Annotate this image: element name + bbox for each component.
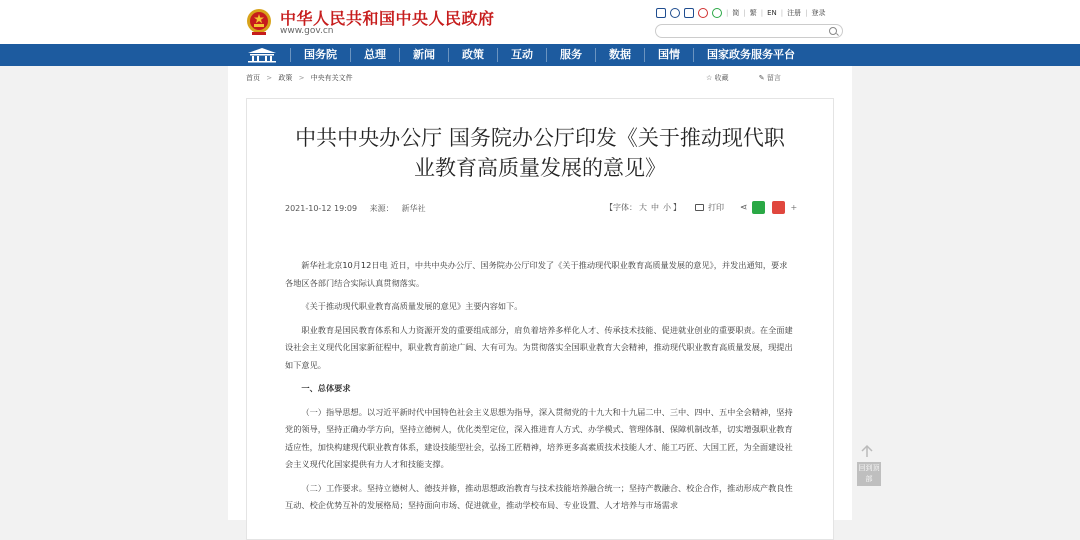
home-building-icon[interactable] [244,47,280,63]
section-heading: 一、总体要求 [301,383,351,393]
link-traditional[interactable]: 繁 [749,9,757,17]
nav-item-national-info[interactable]: 国情 [644,48,693,62]
link-register[interactable]: 注册 [787,9,802,17]
site-title[interactable]: 中华人民共和国中央人民政府 [280,9,495,28]
search-icon[interactable] [829,27,837,35]
article-meta [285,203,426,214]
article-actions [605,201,797,214]
article-card [246,98,834,540]
mobile-icon[interactable] [684,8,694,18]
nav-item-service[interactable]: 服务 [546,48,595,62]
font-size-label: 【字体： [605,203,637,212]
mail-icon[interactable] [656,8,666,18]
breadcrumb-chevron-icon: > [298,74,305,82]
font-size-medium[interactable]: 中 [651,203,659,212]
wechat-icon[interactable] [712,8,722,18]
more-share-icon[interactable]: + [790,203,798,212]
paragraph: （一）指导思想。以习近平新时代中国特色社会主义思想为指导，深入贯彻党的十九大和十九届二中、三中、四中、五中全会精神，坚持党的领导，坚持正确办学方向，坚持立德树人，优化类型定位，深入推进育人方式、办学模式、管理体制、保障机制改革，切实增强职业教育适应性，加快构建现代职业教育体系，建设技能型社会，弘扬工匠精神，培养更多高素质技术技能人才、能工巧匠、大国工匠，为全面建设社会主义现代化国家提供有力人才和技能支撑。 [285,406,793,469]
paragraph: 职业教育是国民教育体系和人力资源开发的重要组成部分，肩负着培养多样化人才、传承技术技能、促进就业创业的重要职责。在全面建设社会主义现代化国家新征程中，职业教育前途广阔、大有可为。为贯彻落实全国职业教育大会精神，推动现代职业教育高质量发展，现提出如下意见。 [285,324,793,370]
nav-item-interaction[interactable]: 互动 [497,48,546,62]
article-body [285,257,795,521]
breadcrumb-central-documents[interactable]: 中央有关文件 [310,74,353,82]
nav-item-data[interactable]: 数据 [595,48,644,62]
nav-item-state-council[interactable]: 国务院 [290,48,350,62]
source-value: 新华社 [401,204,426,213]
site-url[interactable]: www.gov.cn [280,26,334,36]
top-links: | 简 | 繁 | EN | 注册 | 登录 [656,8,825,18]
source-label: 来源： [369,204,394,213]
nav-items [290,44,808,66]
back-to-top-button[interactable]: 回到顶部 [857,462,881,486]
page-tools [706,73,809,83]
nav-item-news[interactable]: 新闻 [399,48,448,62]
wechat-share-icon[interactable] [752,201,765,214]
breadcrumb-chevron-icon: > [266,74,273,82]
favorite-label: 收藏 [714,74,729,82]
search-input[interactable] [655,24,843,38]
font-size-large[interactable]: 大 [639,203,647,212]
message-label: 留言 [766,74,781,82]
back-to-top-arrow-icon[interactable] [860,444,874,458]
message-button[interactable]: ✎ 留言 [758,74,781,82]
national-emblem-icon[interactable] [246,8,272,36]
font-size-close: 】 [673,203,681,212]
favorite-button[interactable]: ☆ 收藏 [706,74,729,82]
nav-item-premier[interactable]: 总理 [350,48,399,62]
nav-item-service-platform[interactable]: 国家政务服务平台 [693,48,808,62]
link-simplified[interactable]: 简 [732,9,740,17]
main-nav [0,44,1080,66]
link-login[interactable]: 登录 [811,9,826,17]
font-size-small[interactable]: 小 [663,203,671,212]
paragraph: 《关于推动现代职业教育高质量发展的意见》主要内容如下。 [301,301,523,311]
paragraph: （二）工作要求。坚持立德树人、德技并修，推动思想政治教育与技术技能培养融合统一；坚持产教融合、校企合作，推动形成产教良性互动、校企优势互补的发展格局；坚持面向市场、促进就业，推动学校布局、专业设置、人才培养与市场需求 [285,482,793,510]
weibo-share-icon[interactable] [772,201,785,214]
font-size-control [605,202,681,213]
breadcrumb-policy[interactable]: 政策 [278,74,293,82]
site-header [0,0,1080,44]
print-button[interactable]: 打印 [708,203,724,212]
publish-date: 2021-10-12 19:09 [285,204,358,213]
nav-item-policy[interactable]: 政策 [448,48,497,62]
print-icon[interactable] [695,204,704,211]
breadcrumb [246,73,353,83]
weibo-icon[interactable] [698,8,708,18]
link-english[interactable]: EN [767,9,777,17]
share-icon[interactable]: ⋖ [740,202,748,213]
app-icon[interactable] [670,8,680,18]
article-title: 中共中央办公厅 国务院办公厅印发《关于推动现代职业教育高质量发展的意见》 [295,126,785,180]
breadcrumb-home[interactable]: 首页 [246,74,260,82]
paragraph: 新华社北京10月12日电 近日，中共中央办公厅、国务院办公厅印发了《关于推动现代职业教育高质量发展的意见》，并发出通知，要求各地区各部门结合实际认真贯彻落实。 [285,260,788,288]
